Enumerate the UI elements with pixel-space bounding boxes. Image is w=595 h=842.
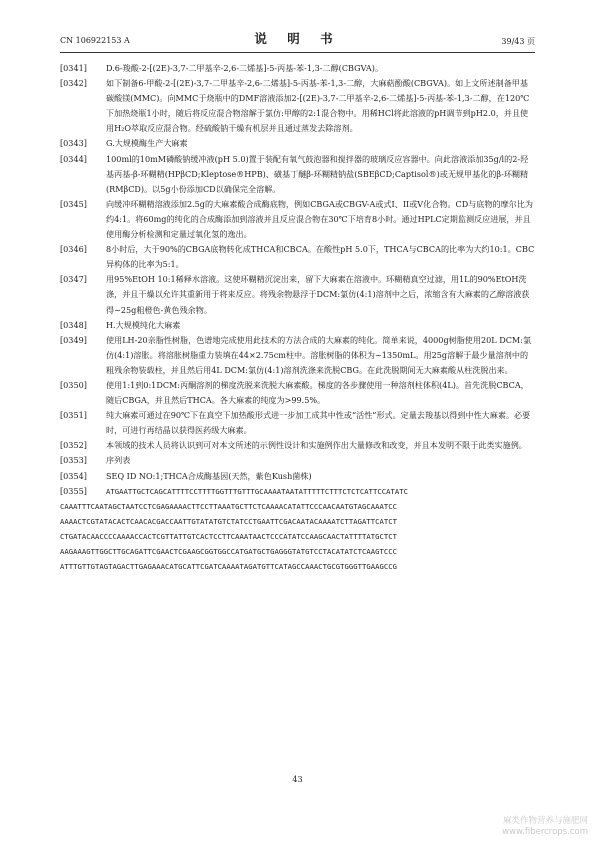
sequence-line: ATGAATTGCTCAGCATTTTCCTTTTGGTTTGTTTGCAAAATAATATTTTTCTTTCTCTCATTCCATATC (106, 486, 409, 496)
paragraph-text: 向缓冲环糊精溶液添加2.5g的大麻素酸合成酶底物，例如CBGA或CBGV-A或式I、II或V化合物。CD与底物的摩尔比为约4:1。将60mg的纯化的合成酶添加到溶液并且反应混合物在30℃下培育8小时。通过HPLC定期监测反应进展，并且使用酶分析检测和定量过氧化氢的逸出。 (106, 198, 533, 240)
section-heading: H.大规模纯化大麻素 (106, 319, 181, 330)
paragraph-number: [0351] (60, 410, 87, 421)
paragraph-number: [0350] (60, 379, 87, 390)
paragraph-number: [0343] (60, 138, 87, 149)
paragraph-number: [0347] (60, 274, 87, 285)
paragraph-0347 (60, 272, 535, 317)
paragraph-number: [0353] (60, 455, 87, 466)
paragraph-0350 (60, 378, 535, 408)
sequence-line: AAAACTCGTATACACTCAACACGACCAATTGTATATGTCTATCCTGAATTCGACAATACAAAATCTTAGATTCATCT (60, 516, 398, 526)
page-header (60, 33, 535, 47)
paragraph-text: 使用1:1到0:1DCM:丙酮溶剂的梯度洗脱来洗脱大麻素酸。梯度的各步骤使用一种溶剂柱体积(4L)。首先洗脱CBCA，随后CBGA，并且然后THCA。各大麻素的纯度为>99.5%。 (106, 379, 529, 406)
paragraph-number: [0349] (60, 334, 87, 345)
paragraph-text: 8小时后，大于90%的CBGA底物转化成THCA和CBCA。在酸性pH 5.0下，THCA与CBCA的比率为大约10:1。CBC异构体的比率为5:1。 (106, 244, 535, 270)
paragraph-number: [0355] (60, 485, 87, 496)
sequence-line: ATTTGTTGTAGTAGACTTGAGAAACATGCATTCGATCAAAATAGATGTTCATAGCCAAACTGCGTGGGTTGAAGCCG (60, 562, 398, 572)
paragraph-0355 (60, 484, 535, 575)
paragraph-number: [0341] (60, 63, 87, 73)
paragraph-text: 本领域的技术人员将认识到可对本文所述的示例性设计和实施例作出大量修改和改变，并且本发明不限于此类实施例。 (106, 440, 527, 451)
section-heading: G.大规模酶生产大麻素 (106, 138, 188, 149)
paragraph-number: [0352] (60, 440, 87, 451)
section-heading: 序列表 (106, 455, 131, 466)
paragraph-number: [0345] (60, 198, 87, 209)
sequence-line: CTGATACAACCCCAAAACCACTCGTTATTGTCACTCCTTCAAATAACTCCCATATCCAAGCAACTATTTTATGCTCT (60, 531, 398, 541)
paragraph-0341 (60, 61, 535, 76)
paragraph-text: D.6-羧酸-2-[(2E)-3,7-二甲基辛-2,6-二烯基]-5-丙基-苯-1,3-二醇(CBGVA)。 (106, 63, 383, 73)
sequence-title: SEQ ID NO:1;THCA合成酶基因(天然，紫色Kush菌株) (106, 470, 312, 481)
watermark (448, 816, 588, 838)
paragraph-text: 纯大麻素可通过在90℃下在真空下加热酸形式进一步加工成其中性或“活性”形式。定量去羧基以得到中性大麻素。必要时，可进行再结晶以获得医药级大麻素。 (106, 410, 531, 436)
watermark-site-name: 麻类作物营养与施肥网 (502, 816, 588, 826)
watermark-url: www.fibercrops.com (502, 827, 588, 837)
paragraph-number: [0348] (60, 319, 87, 330)
paragraph-0354 (60, 469, 535, 484)
paragraph-0353 (60, 453, 535, 468)
paragraph-text: 用95%EtOH 10:1稀释水溶液。这使环糊精沉淀出来，留下大麻素在溶液中。环糊精真空过滤，用1L的90%EtOH洗涤，并且干燥以允许其重新用于将来反应。将残余物悬浮于DCM:氯仿(4:1)溶剂中之后，浓缩含有大麻素的乙醇溶液获得~25g粗橙色-黄色残余物。 (106, 274, 530, 315)
paragraph-0345 (60, 197, 535, 242)
sequence-line: AAGAAAGTTGGCTTGCAGATTCGAACTCGAAGCGGTGGCCATGATGCTGAGGGTATGTCCTACATATCTCAAGTCCC (60, 547, 398, 556)
page-number: 43 (292, 775, 303, 784)
paragraph-0348 (60, 318, 535, 333)
paragraph-0349 (60, 333, 535, 378)
publication-number: CN 106922153 A (60, 36, 130, 45)
paragraph-0343 (60, 136, 535, 151)
header-rule (60, 52, 535, 53)
document-body (60, 61, 535, 574)
paragraph-number: [0354] (60, 470, 87, 481)
paragraph-number: [0346] (60, 244, 87, 255)
paragraph-0342 (60, 76, 535, 136)
paragraph-0352 (60, 438, 535, 453)
paragraph-text: 使用LH-20亲脂性树脂，色谱地完成使用此技术的方法合成的大麻素的纯化。简单来说，4000g树脂使用20L DCM:氯仿(4:1)溶胀。将溶胀树脂重力装填在44×2.75cm柱中。溶胀树脂的体积为~1350mL。用25g溶解于最少量溶剂中的粗残余物装载柱，并且然后用4L DCM:氯仿(4:1)溶剂洗涤来洗脱CBG。在此洗脱期间无大麻素酸从柱洗脱出来。 (106, 334, 532, 375)
paragraph-0346 (60, 242, 535, 272)
paragraph-number: [0342] (60, 78, 87, 89)
sequence-line: CAAATTTCAATAGCTAATCCTCGAGAAAACTTCCTTAAATGCTTCTCAAAACATATTCCCAACAATGTAGCAAATCC (60, 501, 398, 511)
paragraph-text: 100ml的10mM磷酸钠缓冲液(pH 5.0)置于装配有氧气鼓泡器和搅拌器的玻璃反应容器中。向此溶液添加35g/l的2-羟基丙基-β-环糊精(HPβCD;Kleptose®HPB)、磺基丁醚β-环糊精钠盐(SBEβCD;Captisol®)或无规甲基化的β-环糊精(RMβCD)。以5g小份添加CD以确保完全溶解。 (106, 153, 529, 194)
page-count: 39/43 页 (501, 37, 535, 46)
paragraph-0351 (60, 408, 535, 438)
paragraph-text: 如下制备6-甲酸-2-[(2E)-3,7-二甲基辛-2,6-二烯基]-5-丙基-苯-1,3-二醇，大麻萜酚酸(CBGVA)。如上文所述制备甲基碳酸镁(MMC)。向MMC于烧瓶中的DMF溶液添加2-[(2E)-3,7-二甲基辛-2,6-二烯基]-5-丙基-苯-1,3-二醇，在120℃下加热烧瓶1小时，随后将反应混合物溶解于氯仿:甲醇的2:1混合物中。用稀HCl将此溶液的pH调节到pH2.0，并且使用H₂O萃取反应混合物。经硫酸钠干燥有机层并且通过蒸发去除溶剂。 (106, 78, 530, 134)
paragraph-number: [0344] (60, 153, 87, 164)
document-title: 说 明 书 (254, 31, 341, 46)
paragraph-0344 (60, 152, 535, 197)
